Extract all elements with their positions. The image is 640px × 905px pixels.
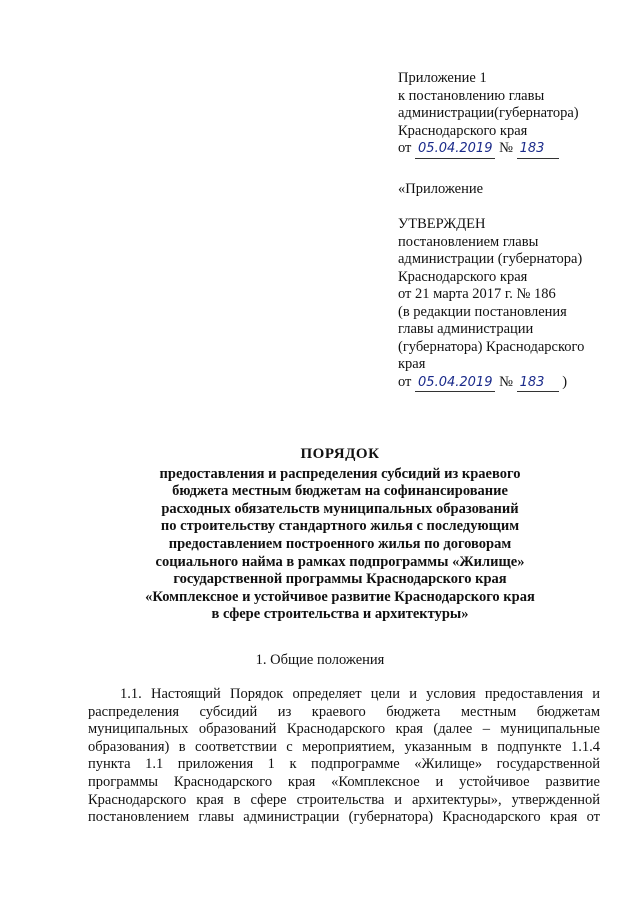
date-prefix: от [398, 140, 412, 156]
appendix-title: Приложение 1 [398, 70, 487, 86]
appendix-line: администрации(губернатора) [398, 105, 579, 121]
title-line: предоставления и распределения субсидий из краевого [159, 465, 521, 482]
approved-line: (губернатора) Краснодарского [398, 338, 585, 355]
paragraph-line: пункта 1.1 приложения 1 к подпрограмме «Жилище» государственной [88, 756, 600, 773]
approved-line: постановлением главы [398, 233, 539, 250]
approved-date-line [398, 374, 628, 393]
appendix-line: к постановлению главы [398, 87, 545, 104]
approved-line: главы администрации [398, 321, 534, 337]
section-heading: 1. Общие положения [255, 652, 385, 668]
title-line: государственной программы Краснодарского края [173, 571, 507, 588]
title-line: бюджета местным бюджетам на софинансирование [172, 483, 508, 500]
paragraph-line: распределения субсидий из краевого бюджета местным бюджетам [88, 703, 600, 720]
paragraph-line: постановлением главы администрации (губернатора) Краснодарского края от [88, 809, 600, 826]
title-line: в сфере строительства и архитектуры» [211, 606, 469, 623]
appendix-line: Краснодарского края [398, 122, 528, 139]
title-line: предоставлением построенного жилья по договорам [168, 535, 512, 552]
title-line: расходных обязательств муниципальных образований [161, 500, 519, 517]
title-main: ПОРЯДОК [300, 446, 380, 462]
closing-paren: ) [562, 373, 568, 390]
body-paragraph [88, 686, 600, 827]
appendix-header [398, 70, 628, 392]
approved-heading: УТВЕРЖДЕН [398, 216, 486, 232]
paragraph-line: образования) в соответствии с мероприятием, указанным в подпункте 1.1.4 [88, 738, 600, 755]
title-line: по строительству стандартного жилья с последующим [160, 518, 520, 535]
paragraph-line: муниципальных образований Краснодарского края (далее – муниципальные [88, 721, 600, 738]
approved-line: от 21 марта 2017 г. № 186 [398, 286, 556, 302]
approved-line: края [398, 356, 426, 372]
paragraph-line: Краснодарского края в сфере строительства и архитектуры», утвержденной [88, 791, 600, 808]
number-prefix: № [499, 373, 513, 390]
title-line: социального найма в рамках подпрограммы «Жилище» [155, 553, 525, 570]
title-line: «Комплексное и устойчивое развитие Краснодарского края [145, 588, 535, 605]
handwritten-date: 05.04.2019 [415, 140, 495, 159]
paragraph-line: 1.1. Настоящий Порядок определяет цели и условия предоставления и [120, 686, 600, 702]
date-prefix: от [398, 373, 412, 390]
approved-line: (в редакции постановления [398, 303, 567, 320]
handwritten-number: 183 [517, 140, 559, 159]
number-prefix: № [499, 140, 513, 156]
appendix-date-line [398, 140, 628, 159]
document-title [140, 446, 540, 624]
approved-line: администрации (губернатора) [398, 251, 583, 267]
handwritten-date: 05.04.2019 [415, 374, 495, 393]
paragraph-line: программы Краснодарского края «Комплексное и устойчивое развитие [88, 773, 600, 790]
handwritten-number: 183 [517, 374, 559, 393]
approved-line: Краснодарского края [398, 268, 528, 285]
approved-quote-line: «Приложение [398, 180, 484, 197]
